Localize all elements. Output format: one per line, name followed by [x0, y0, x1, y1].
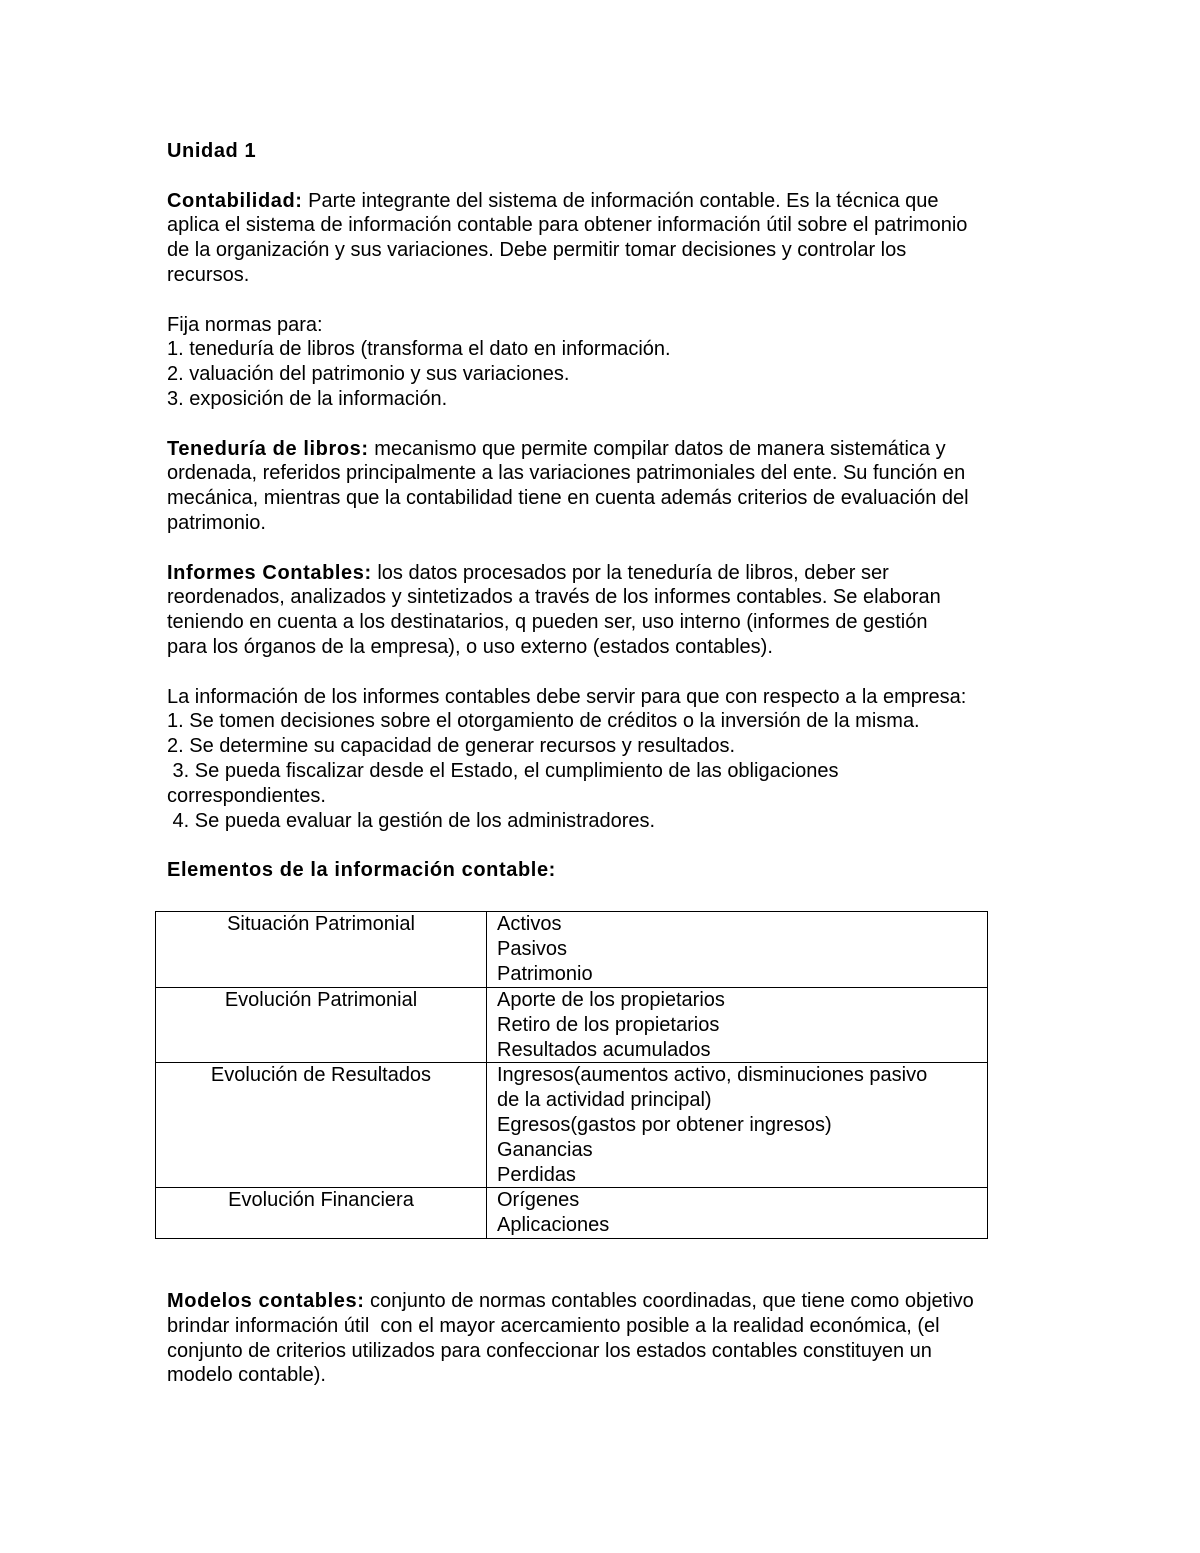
table-row — [156, 1188, 988, 1239]
table-cell-category: Situación Patrimonial — [156, 912, 487, 988]
modelos-paragraph: Modelos contables: conjunto de normas contables coordinadas, que tiene como objetivo brindar información útil con el mayor acercamiento posible a la realidad económica, (el conjunto de criterios utilizados para confeccionar los estados contables constituyen un modelo contable). — [167, 1290, 974, 1387]
list-item: 2. valuación del patrimonio y sus variaciones. — [167, 363, 570, 386]
list-item: correspondientes. — [167, 784, 326, 807]
term-contabilidad: Contabilidad: — [167, 189, 303, 212]
term-teneduria: Teneduría de libros: — [167, 437, 369, 460]
term-informes: Informes Contables: — [167, 561, 372, 584]
table-row — [156, 1063, 988, 1188]
list-item: 3. exposición de la información. — [167, 387, 448, 410]
elementos-heading: Elementos de la información contable: — [167, 859, 556, 882]
table-row — [156, 988, 988, 1063]
elementos-table — [155, 911, 988, 1239]
table-cell-category: Evolución Patrimonial — [156, 988, 487, 1063]
list-item: 4. Se pueda evaluar la gestión de los administradores. — [167, 809, 656, 832]
teneduria-paragraph: Teneduría de libros: mecanismo que permite compilar datos de manera sistemática y ordenada, referidos principalmente a las variaciones patrimoniales del ente. Su función en mecánica, mientras que la contabilidad tiene en cuenta además criterios de evaluación del patrimonio. — [167, 437, 969, 534]
table-cell-items: Aporte de los propietarios Retiro de los propietarios Resultados acumulados — [487, 988, 988, 1063]
list-item: 3. Se pueda fiscalizar desde el Estado, el cumplimiento de las obligaciones — [167, 759, 839, 782]
term-modelos: Modelos contables: — [167, 1290, 365, 1312]
list-item: 1. Se tomen decisiones sobre el otorgamiento de créditos o la inversión de la misma. — [167, 710, 920, 733]
table-cell-items: Ingresos(aumentos activo, disminuciones pasivo de la actividad principal) Egresos(gastos por obtener ingresos) Ganancias Perdidas — [487, 1063, 988, 1188]
page-title: Unidad 1 — [167, 140, 257, 162]
table-cell-items: Orígenes Aplicaciones — [487, 1188, 988, 1239]
table-cell-category: Evolución de Resultados — [156, 1063, 487, 1188]
table-row — [156, 912, 988, 988]
table-cell-items: Activos Pasivos Patrimonio — [487, 912, 988, 988]
informes-paragraph: Informes Contables: los datos procesados por la teneduría de libros, deber ser reordenados, analizados y sintetizados a través de los informes contables. Se elaboran teniendo en cuenta a los destinatarios, q pueden ser, uso interno (informes de gestión para los órganos de la empresa), o uso externo (estados contables). — [167, 561, 941, 658]
list-item: 2. Se determine su capacidad de generar recursos y resultados. — [167, 735, 736, 758]
table-cell-category: Evolución Financiera — [156, 1188, 487, 1239]
list-item: 1. teneduría de libros (transforma el dato en información. — [167, 338, 671, 361]
document-body — [167, 139, 1047, 883]
uso-list: La información de los informes contables debe servir para que con respecto a la empresa: 1. Se tomen decisiones sobre el otorgamiento de créditos o la inversión de la misma. 2. Se determine su capacidad de generar recursos y resultados. 3. Se pueda fiscalizar desde el Estado, el cumplimiento de las obligaciones correspondientes. 4. Se pueda evaluar la gestión de los administradores. — [167, 685, 1047, 834]
normas-list: Fija normas para: 1. teneduría de libros (transforma el dato en información. 2. valuación del patrimonio y sus variaciones. 3. exposición de la información. — [167, 313, 1047, 412]
contabilidad-paragraph: Contabilidad: Parte integrante del sistema de información contable. Es la técnica que aplica el sistema de información contable para obtener información útil sobre el patrimonio de la organización y sus variaciones. Debe permitir tomar decisiones y controlar los recursos. — [167, 189, 968, 286]
